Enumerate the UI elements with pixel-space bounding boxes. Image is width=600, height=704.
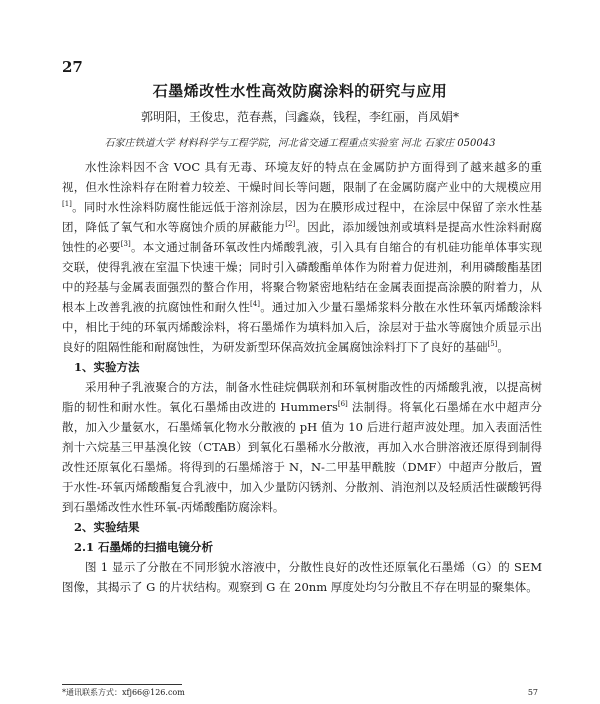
author-list: 郭明阳，王俊忠，范春燕，闫鑫焱，钱程，李红丽，肖凤娟* <box>140 110 459 124</box>
intro-paragraph: 水性涂料因不含 VOC 具有无毒、环境友好的特点在金属防护方面得到了越来越多的重视，但水性涂料存在附着力较差、干燥时间长等问题，限制了在金属防腐产业中的大规模应用[1]。同时水性涂料防腐性能远低于溶剂涂层，因为在膜形成过程中，在涂层中保留了亲水性基团，降低了氧气和水等腐蚀介质的屏蔽能力[2]。因此，添加缓蚀剂或填料是提高水性涂料耐腐蚀性的必要[3]。本文通过制备环氧改性内烯酸乳液，引入具有自缩合的有机硅功能单体事实现交联，使得乳液在室温下快速干燥；同时引入磷酸酯单体作为附着力促进剂，利用磷酸酯基团中的羟基与金属表面强烈的螯合作用，将聚合物紧密地粘结在金属表面提高涂膜的附着力，从根本上改善乳液的抗腐蚀性和耐久性[4]。通过加入少量石墨烯浆料分散在水性环氧丙烯酸涂料中，相比于纯的环氧丙烯酸涂料，将石墨烯作为填料加入后，涂层对于盐水等腐蚀介质显示出良好的阻隔性能和耐腐蚀性，为研发新型环保高效抗金属腐蚀涂料打下了良好的基础[5]。 <box>62 160 543 354</box>
citation[interactable]: [3] <box>120 240 131 249</box>
citation[interactable]: [5] <box>487 340 498 349</box>
citation[interactable]: [1] <box>62 200 72 209</box>
subsection-heading-sem: 2.1 石墨烯的扫描电镜分析 <box>74 540 214 554</box>
section-number: 27 <box>62 58 83 76</box>
citation[interactable]: [2] <box>285 220 296 229</box>
paper-title: 石墨烯改性水性高效防腐涂料的研究与应用 <box>152 82 448 100</box>
citation[interactable]: [4] <box>250 300 260 309</box>
footnote-divider <box>62 684 182 685</box>
paper-body <box>62 157 542 597</box>
methods-paragraph: 采用种子乳液聚合的方法，制备水性硅烷偶联剂和环氧树脂改性的丙烯酸乳液，以提高树脂的韧性和耐水性。氧化石墨烯由改进的 Hummers[6] 法制得。将氧化石墨烯在水中超声分散，加入少量氨水，石墨烯氧化物水分散液的 pH 值为 10 后进行超声波处理。加入表面活性剂十六烷基三甲基溴化铵（CTAB）到氧化石墨稀水分散液，再加入水合肼溶液还原得到制得改性还原氧化石墨烯。将得到的石墨烯溶于 N，N-二甲基甲酰胺（DMF）中超声分散后，置于水性-环氧丙烯酸酯复合乳液中，加入少量防闪锈剂、分散剂、消泡剂以及轻质活性碳酸钙得到石墨烯改性水性环氧-丙烯酸酯防腐涂料。 <box>62 380 542 514</box>
section-heading-results: 2、实验结果 <box>74 520 140 534</box>
section-heading-methods: 1、实验方法 <box>74 360 140 374</box>
results-paragraph: 图 1 显示了分散在不同形貌水溶液中，分散性良好的改性还原氧化石墨烯（G）的 SEM 图像，其揭示了 G 的片状结构。观察到 G 在 20nm 厚度处均匀分散且不存在明显的聚集体。 <box>62 560 542 594</box>
citation[interactable]: [6] <box>337 400 348 409</box>
affiliation: 石家庄铁道大学 材料科学与工程学院，河北省交通工程重点实验室 河北 石家庄 050043 <box>104 138 496 149</box>
corresponding-author-footnote: *通讯联系方式：xfj66@126.com <box>62 688 185 697</box>
page-number: 57 <box>527 688 538 697</box>
